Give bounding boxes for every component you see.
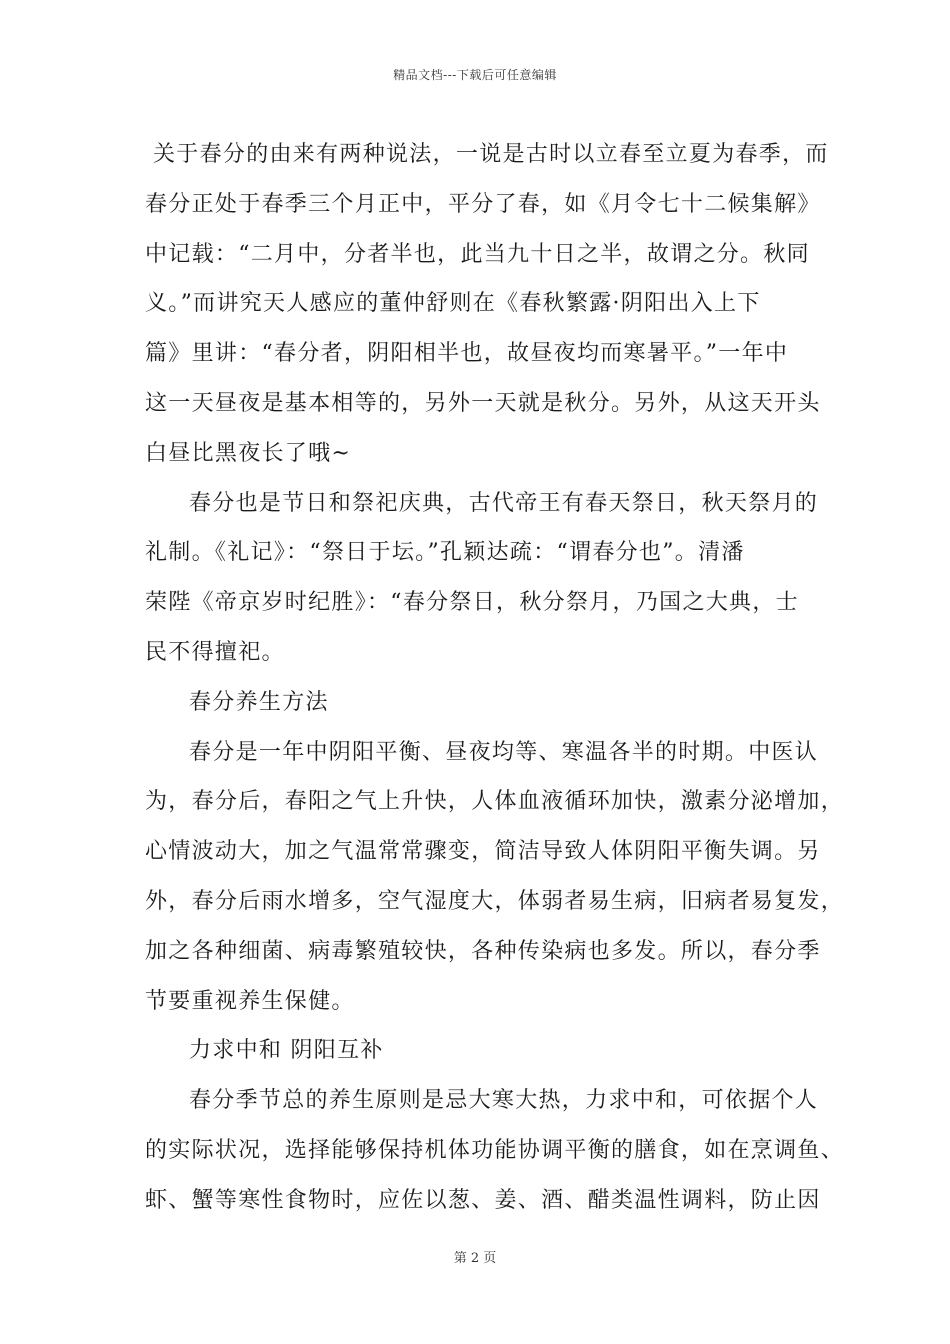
document-body — [145, 130, 845, 1226]
text-line: 白昼比黑夜长了哦~ — [145, 440, 352, 466]
text-line: 的实际状况，选择能够保持机体功能协调平衡的膳食，如在烹调鱼、 — [145, 1137, 845, 1163]
text-line: 义。”而讲究天人感应的董仲舒则在《春秋繁露·阴阳出入上下 — [145, 291, 761, 317]
text-line: 民不得擅祀。 — [145, 639, 285, 665]
text-line: 虾、蟹等寒性食物时，应佐以葱、姜、酒、醋类温性调料，防止因 — [145, 1187, 821, 1213]
heading-text: 力求中和 阴阳互补 — [189, 1038, 384, 1064]
heading-text: 春分养生方法 — [189, 689, 329, 715]
section-heading-balance — [145, 1026, 825, 1076]
text-line: 篇》里讲：“春分者，阴阳相半也，故昼夜均而寒暑平。”一年中 — [145, 341, 789, 367]
paragraph-diet-principles — [145, 1076, 845, 1225]
text-line: 荣陛《帝京岁时纪胜》：“春分祭日，秋分祭月，乃国之大典，士 — [145, 590, 799, 616]
text-line: 关于春分的由来有两种说法，一说是古时以立春至立夏为春季，而 — [153, 142, 829, 167]
text-line: 这一天昼夜是基本相等的，另外一天就是秋分。另外，从这天开头 — [145, 390, 821, 416]
text-line: 春分季节总的养生原则是忌大寒大热，力求中和，可依据个人 — [189, 1088, 819, 1114]
text-line: 为，春分后，春阳之气上升快，人体血液循环加快，激素分泌增加， — [145, 789, 845, 815]
paragraph-origin-of-chunfen — [145, 130, 829, 479]
text-line: 春分也是节日和祭祀庆典，古代帝王有春天祭日，秋天祭月的 — [189, 490, 819, 516]
page-header: 精品文档---下载后可任意编辑 — [393, 68, 557, 82]
text-line: 礼制。《礼记》：“祭日于坛。”孔颖达疏：“谓春分也”。清潘 — [145, 540, 745, 566]
text-line: 春分正处于春季三个月正中，平分了春，如《月令七十二候集解》 — [145, 191, 821, 217]
text-line: 中记载：“二月中，分者半也，此当九十日之半，故谓之分。秋同 — [145, 241, 810, 267]
text-line: 节要重视养生保健。 — [145, 988, 355, 1014]
text-line: 春分是一年中阴阳平衡、昼夜均等、寒温各半的时期。中医认 — [189, 739, 819, 765]
text-line: 加之各种细菌、病毒繁殖较快，各种传染病也多发。所以，春分季 — [145, 938, 821, 964]
text-line: 心情波动大，加之气温常常骤变，简洁导致人体阴阳平衡失调。另 — [145, 839, 821, 865]
text-line: 外，春分后雨水增多，空气湿度大，体弱者易生病，旧病者易复发， — [145, 888, 845, 914]
paragraph-health-overview — [145, 728, 845, 1027]
page-number: 第 2 页 — [453, 1251, 497, 1266]
paragraph-festival-rites — [145, 479, 825, 678]
section-heading-health-methods — [145, 678, 825, 728]
